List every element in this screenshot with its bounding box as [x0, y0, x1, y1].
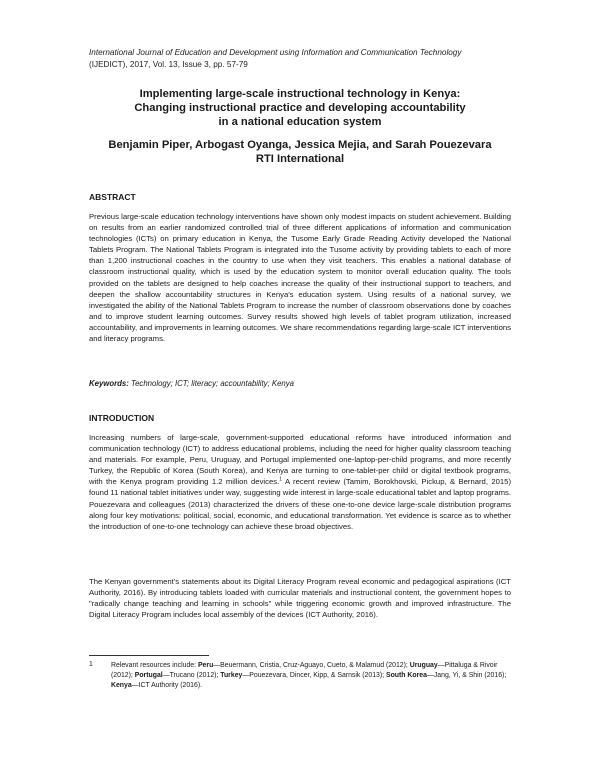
footnote-kenya-label: Kenya — [111, 682, 132, 690]
author-names: Benjamin Piper, Arbogast Oyanga, Jessica Mejia, and Sarah Pouezevara — [108, 139, 492, 151]
introduction-heading: INTRODUCTION — [89, 413, 155, 423]
abstract-heading: ABSTRACT — [89, 192, 136, 202]
footnote-turkey-label: Turkey — [220, 672, 243, 680]
title-line-2: Changing instructional practice and developing accountability — [134, 102, 466, 114]
footnote-intro: Relevant resources include: — [111, 662, 198, 669]
footnote-peru-label: Peru — [197, 662, 214, 669]
title-line-1: Implementing large-scale instructional technology in Kenya: — [139, 88, 461, 100]
footnote-mark: 1 — [89, 661, 93, 668]
footnote-korea-label: South Korea — [386, 672, 427, 680]
footnote-uruguay-text: —Pittaluga & Rivoir (2012); — [111, 662, 498, 680]
author-affiliation: RTI International — [255, 153, 345, 165]
paper-title — [60, 87, 540, 129]
intro-p1-part2: A recent review (Tamim, Borokhovski, Pickup, & Bernard, 2015) found 11 national tablet initiatives under way, suggesting wide interest in large-scale educational tablet and laptop programs. Pouezevara and colleagues (2013) characterized the drivers of these one-to-one device large-scale distribution programs along four key motivations: political, social, economic, and educational transformation. Yet evidence is scarce as to whether the introduction of one-to-one technology can achieve these broad objectives. — [89, 477, 511, 531]
footnote-body — [111, 661, 514, 692]
footnote-portugal-label: Portugal — [134, 672, 163, 680]
keywords-label: Keywords: — [89, 379, 129, 388]
introduction-paragraph-1 — [89, 432, 511, 532]
footnote-portugal-text: —Trucano (2012); — [162, 672, 221, 680]
keywords-text: Technology; ICT; literacy; accountability; Kenya — [131, 379, 294, 388]
journal-name: International Journal of Education and Development using Information and Communication Technology — [89, 48, 462, 57]
footnote-korea-text: —Jang, Yi, & Shin (2016); — [426, 672, 507, 680]
keywords-line — [89, 379, 294, 388]
footnote-divider — [89, 655, 209, 656]
abstract-text: Previous large-scale education technology interventions have shown only modest impacts on student achievement. Building on results from an earlier randomized controlled trial of three different applications of information and communication technologies (ICTs) on primary education in Kenya, the Tusome Early Grade Reading Activity developed the National Tablets Program. The National Tablets Program is integrated into the Tusome activity by providing tablets to each of more than 1,200 instructional coaches in the country to use when they visit teachers. This enables a national database of classroom instructional quality, which is used by the education system to monitor overall education quality. The tools provided on the tablets are designed to help coaches increase the quality of their instructional support to teachers, and deepen the shallow accountability structures in Kenya's education system. Using results of a national survey, we investigated the ability of the National Tablets Program to increase the number of classroom observations done by coaches and to improve student learning outcomes. Survey results showed high levels of tablet program utilization, increased accountability, and improvements in learning outcomes. We share recommendations regarding large-scale ICT interventions and literacy programs. — [89, 212, 511, 344]
footnote-kenya-text: —ICT Authority (2016). — [131, 682, 203, 690]
footnote-ref: 1 — [279, 476, 283, 483]
journal-header — [89, 47, 529, 71]
journal-citation: (IJEDICT), 2017, Vol. 13, Issue 3, pp. 57-79 — [89, 60, 248, 69]
title-line-3: in a national education system — [218, 116, 382, 128]
footnote-turkey-text: —Pouezevara, Dincer, Kipp, & Sarnsik (2013); — [242, 672, 386, 680]
author-block — [60, 138, 540, 166]
intro-p1-part1: Increasing numbers of large-scale, government-supported educational reforms have introduced information and communication technology (ICT) to address educational problems, including the need for higher quality classroom teaching and materials. For example, Peru, Uruguay, and Portugal implemented one-laptop-per-child programs, and more recently Turkey, the Republic of Korea (South Korea), and Kenya are turning to one-tablet-per child or digital textbook programs, with the Kenya program providing 1.2 million devices. — [89, 433, 511, 487]
footnote-uruguay-label: Uruguay — [409, 662, 438, 669]
introduction-paragraph-2: The Kenyan government's statements about its Digital Literacy Program reveal economic and pedagogical aspirations (ICT Authority, 2016). By introducing tablets loaded with curricular materials and instructional content, the government hopes to "radically change teaching and learning in schools" while triggering economic growth and improved infrastructure. The Digital Literacy Program includes local assembly of the devices (ICT Authority, 2016). — [89, 577, 511, 620]
footnote-peru-text: —Beuermann, Cristia, Cruz-Aguayo, Cueto, & Malamud (2012); — [213, 662, 410, 669]
footnote — [89, 661, 514, 692]
